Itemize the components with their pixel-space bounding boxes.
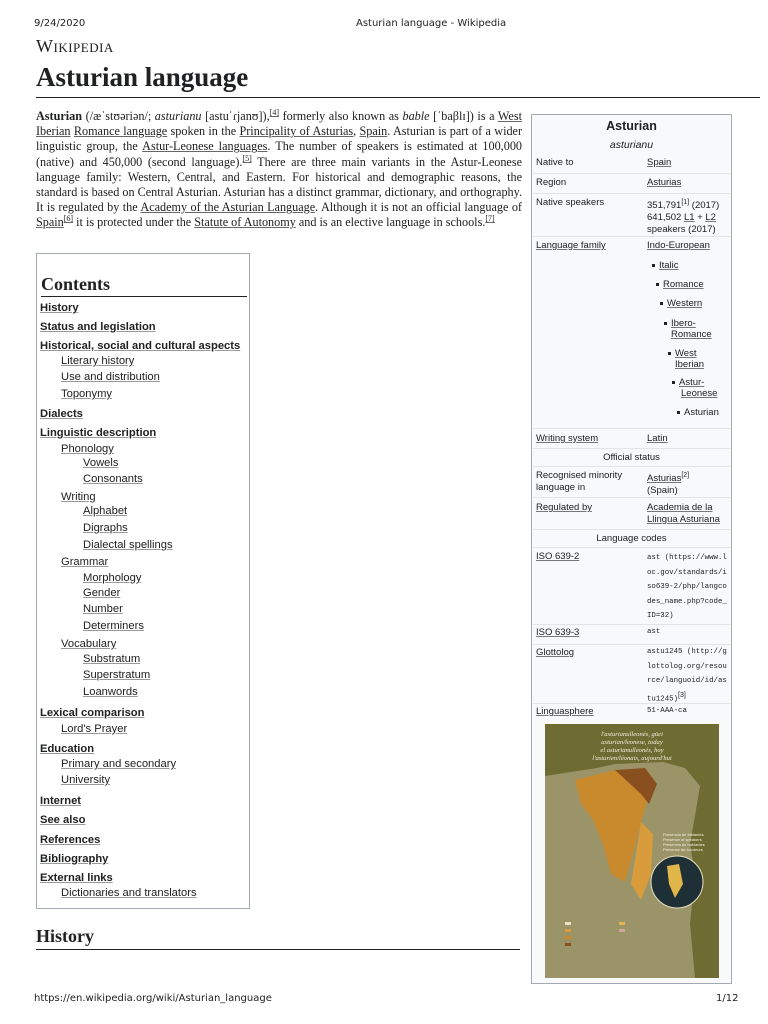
lead-text: spoken in the bbox=[167, 124, 240, 139]
infobox-label bbox=[536, 647, 574, 659]
section-heading-history: History bbox=[36, 926, 94, 946]
toc-item-label: Lexical comparison bbox=[40, 707, 145, 719]
family-label: Asturian bbox=[684, 407, 719, 418]
toc-item-label: Consonants bbox=[83, 473, 143, 485]
toc-item-label: Use and distribution bbox=[61, 371, 160, 383]
map-legend-swatch bbox=[565, 943, 571, 946]
infobox-value-linguasphere: 51-AAA-ca bbox=[647, 707, 687, 715]
family-label: Ibero- bbox=[671, 318, 696, 329]
family-item-cont[interactable] bbox=[675, 359, 704, 370]
bullet bbox=[656, 283, 659, 286]
bullet bbox=[668, 352, 671, 355]
link-iso-639-2[interactable]: ISO 639-2 bbox=[536, 551, 580, 562]
toc-item[interactable] bbox=[61, 774, 110, 787]
map-caption-line: l'asturianulleonés, güei bbox=[601, 731, 663, 738]
toc-item[interactable] bbox=[61, 723, 127, 736]
code-line: astu1245 (http://g bbox=[647, 648, 727, 656]
family-label: Indo-European bbox=[647, 240, 710, 251]
lead-text: . The number of speakers is estimated at 100,000 (native) and 450,000 (second language). bbox=[36, 139, 523, 169]
print-url: https://en.wikipedia.org/wiki/Asturian_language bbox=[34, 993, 272, 1004]
toc-item[interactable] bbox=[83, 457, 118, 470]
section-divider bbox=[36, 949, 520, 950]
infobox-row-divider bbox=[533, 428, 730, 429]
infobox-value-writing[interactable] bbox=[647, 433, 668, 445]
toc-item-label: External links bbox=[40, 872, 113, 884]
bullet bbox=[672, 381, 675, 384]
toc-item[interactable] bbox=[83, 653, 140, 666]
toc-item[interactable] bbox=[83, 587, 120, 600]
toc-item[interactable] bbox=[61, 887, 197, 900]
infobox-row-divider bbox=[533, 466, 730, 467]
lead-text: . Although it is not an official language of bbox=[315, 200, 522, 215]
lead-text: formerly also known as bbox=[279, 109, 403, 123]
family-label: Romance bbox=[671, 329, 712, 340]
link-iso-639-3[interactable]: ISO 639-3 bbox=[536, 627, 580, 638]
speakers-count-2: 641,502 bbox=[647, 212, 684, 224]
toc-item[interactable] bbox=[83, 686, 138, 699]
ref-link-3[interactable]: [3] bbox=[678, 691, 686, 699]
map-caption-line: el asturianulleonés, hoy bbox=[600, 747, 664, 754]
label-line: Recognised minority bbox=[536, 470, 623, 481]
lead-bold-term: Asturian bbox=[36, 109, 83, 123]
ref-link-6[interactable]: [6] bbox=[63, 214, 74, 224]
toc-item-label: Historical, social and cultural aspects bbox=[40, 340, 241, 352]
toc-item-label: University bbox=[61, 774, 111, 786]
infobox-label bbox=[536, 706, 594, 718]
code-line: ID=32) bbox=[647, 612, 674, 621]
family-item[interactable] bbox=[668, 348, 696, 359]
infobox-label bbox=[536, 627, 579, 639]
toc-item[interactable] bbox=[40, 302, 79, 315]
print-doc-title: Asturian language - Wikipedia bbox=[356, 18, 507, 29]
toc-item[interactable] bbox=[40, 872, 113, 885]
speakers-plus: + bbox=[694, 212, 706, 224]
link-west-iberian[interactable]: West Iberian bbox=[36, 109, 522, 139]
infobox-title: Asturian bbox=[606, 119, 657, 133]
toc-item[interactable] bbox=[40, 321, 156, 334]
toc-item[interactable] bbox=[83, 572, 141, 585]
infobox-link: Spain bbox=[647, 157, 672, 168]
code-line: ast (https://www.l bbox=[647, 554, 727, 562]
toc-item-label: Gender bbox=[83, 587, 121, 599]
toc-item-label: Literary history bbox=[61, 355, 135, 367]
link-academy[interactable]: Academy of the Asturian Language bbox=[140, 200, 316, 215]
toc-item-label: Vowels bbox=[83, 457, 119, 469]
code-line: tu1245) bbox=[647, 695, 679, 704]
toc-item-label: Digraphs bbox=[83, 522, 128, 534]
toc-item-label: Dialects bbox=[40, 408, 83, 420]
toc-item[interactable] bbox=[83, 669, 150, 682]
toc-item-label: Grammar bbox=[61, 556, 109, 568]
map-legend-swatch bbox=[565, 929, 571, 932]
toc-item-label: References bbox=[40, 834, 101, 846]
ref-link-4[interactable]: [4] bbox=[269, 107, 279, 117]
link-statute-of-autonomy[interactable]: Statute of Autonomy bbox=[194, 215, 296, 230]
speakers-note: speakers (2017) bbox=[647, 224, 716, 236]
toc-item-label: History bbox=[40, 302, 79, 314]
infobox-value-regulated[interactable] bbox=[647, 502, 720, 526]
toc-item[interactable] bbox=[40, 853, 108, 866]
family-label: West bbox=[675, 348, 697, 359]
toc-item-label: Alphabet bbox=[83, 505, 128, 517]
infobox-row-divider bbox=[533, 236, 730, 237]
lead-text: [ˈbaβlɪ]) is a bbox=[429, 109, 498, 123]
infobox-value-speakers bbox=[647, 197, 731, 236]
link-language-family[interactable]: Language family bbox=[536, 240, 606, 251]
ref-link-2[interactable]: [2] bbox=[681, 472, 690, 479]
infobox-native-name: asturianu bbox=[609, 139, 654, 151]
table-of-contents bbox=[36, 253, 250, 909]
family-item[interactable] bbox=[652, 260, 679, 271]
lead-text: [astuˈɾjanʊ]), bbox=[201, 109, 270, 123]
bullet bbox=[660, 302, 663, 305]
family-item-cont[interactable] bbox=[671, 329, 712, 340]
toc-item-label: See also bbox=[40, 814, 86, 826]
code-line: rce/languoid/id/as bbox=[647, 677, 727, 686]
toc-item[interactable] bbox=[83, 505, 127, 518]
bullet bbox=[652, 264, 655, 267]
map-legend-text: Presencia de hablantes bbox=[663, 842, 705, 847]
infobox-band-official-status: Official status bbox=[603, 452, 660, 463]
ref-link-1[interactable]: [1] bbox=[681, 199, 690, 206]
language-distribution-map[interactable] bbox=[545, 724, 719, 978]
toc-item[interactable] bbox=[40, 707, 144, 720]
infobox-label: Native to bbox=[536, 157, 574, 168]
map-legend-swatch bbox=[619, 922, 625, 925]
infobox-label: Native speakers bbox=[536, 197, 605, 208]
toc-item[interactable] bbox=[61, 556, 108, 569]
toc-item-label: Dialectal spellings bbox=[83, 539, 173, 551]
lead-text: (/æˈstʊəriən/; bbox=[82, 109, 155, 123]
lead-text: . Asturian is part of a wider linguistic group, the bbox=[36, 124, 523, 154]
infobox bbox=[531, 114, 732, 984]
link-linguasphere[interactable]: Linguasphere bbox=[536, 706, 594, 717]
infobox-link: Asturias bbox=[647, 177, 682, 188]
wikipedia-wordmark[interactable] bbox=[36, 36, 114, 57]
infobox-band-language-codes: Language codes bbox=[596, 533, 667, 544]
infobox-label: Region bbox=[536, 177, 567, 188]
link-l1[interactable]: L1 bbox=[683, 212, 695, 224]
family-item-cont[interactable] bbox=[681, 388, 717, 399]
toc-item-label: Bibliography bbox=[40, 853, 109, 865]
toc-item-label: Writing bbox=[61, 491, 96, 503]
lead-paragraph bbox=[36, 109, 522, 231]
speakers-count: 351,791 bbox=[647, 200, 682, 212]
toc-item-label: Morphology bbox=[83, 572, 142, 584]
toc-item[interactable] bbox=[40, 340, 240, 353]
link-l2[interactable]: L2 bbox=[705, 212, 716, 224]
family-label: Astur- bbox=[679, 377, 705, 388]
infobox-value-native-to[interactable] bbox=[647, 157, 671, 169]
toc-item[interactable] bbox=[61, 355, 134, 368]
infobox-row-divider bbox=[533, 193, 730, 194]
infobox-link: Asturias bbox=[647, 473, 682, 485]
lead-text: and is an elective language in schools. bbox=[295, 215, 486, 230]
map-legend-text: Presencia de fablantes bbox=[663, 832, 704, 837]
toc-item-label: Internet bbox=[40, 795, 82, 807]
lead-text: There are three main variants in the Astur-Leonese language family: Western, Central, and Eastern. For historical and demographic reasons, the standard is based on Central Asturian. Asturian has a distinct grammar, dictionary, and orthography. It is regulated by the bbox=[36, 154, 522, 215]
lead-native-term: asturianu bbox=[154, 109, 202, 123]
bullet bbox=[664, 322, 667, 325]
infobox-row-divider bbox=[533, 448, 730, 449]
infobox-row-divider bbox=[533, 703, 730, 704]
infobox-label bbox=[536, 551, 579, 563]
toc-item[interactable] bbox=[83, 522, 128, 535]
infobox-row-divider bbox=[533, 624, 730, 625]
infobox-row-divider bbox=[533, 173, 730, 174]
toc-item[interactable] bbox=[83, 603, 123, 616]
map-graphic bbox=[545, 724, 719, 978]
family-label: Western bbox=[667, 298, 703, 309]
toc-item[interactable] bbox=[83, 473, 143, 486]
print-date: 9/24/2020 bbox=[34, 18, 86, 29]
toc-item[interactable] bbox=[61, 371, 160, 384]
toc-item[interactable] bbox=[61, 638, 116, 651]
infobox-label bbox=[536, 470, 622, 494]
infobox-label bbox=[536, 240, 606, 252]
lead-text: , bbox=[353, 124, 360, 139]
value-line: Academia de la bbox=[647, 502, 713, 513]
map-legend-swatch bbox=[565, 922, 571, 925]
family-label: Romance bbox=[663, 279, 704, 290]
infobox-value-minority[interactable] bbox=[647, 470, 689, 497]
code-line: lottolog.org/resou bbox=[647, 662, 727, 671]
map-legend-swatch bbox=[565, 936, 571, 939]
toc-item[interactable] bbox=[40, 427, 156, 440]
toc-item-label: Determiners bbox=[83, 620, 144, 632]
link-glottolog[interactable]: Glottolog bbox=[536, 647, 575, 658]
infobox-label bbox=[536, 502, 592, 514]
lead-text: it is protected under the bbox=[73, 215, 195, 230]
link-spain[interactable]: Spain bbox=[359, 124, 388, 139]
toc-item-label: Number bbox=[83, 603, 123, 615]
toc-item-label: Lord's Prayer bbox=[61, 723, 128, 735]
print-page-number: 1/12 bbox=[716, 993, 739, 1004]
family-label: Leonese bbox=[681, 388, 718, 399]
map-legend-text: Présence de locuteurs bbox=[663, 847, 703, 852]
map-legend-swatch bbox=[619, 929, 625, 932]
toc-item-label: Superstratum bbox=[83, 669, 151, 681]
code-line: so639-2/php/langco bbox=[647, 583, 727, 592]
ref-link-7[interactable]: [7] bbox=[485, 214, 495, 224]
map-legend-text: Presence of speakers bbox=[663, 837, 702, 842]
toc-item[interactable] bbox=[40, 795, 81, 808]
value-line: (Spain) bbox=[647, 485, 678, 497]
toc-item[interactable] bbox=[40, 743, 94, 756]
infobox-value-glottolog[interactable] bbox=[647, 645, 727, 707]
toc-item-label: Vocabulary bbox=[61, 638, 117, 650]
toc-title: Contents bbox=[41, 274, 111, 294]
title-divider bbox=[36, 97, 760, 98]
toc-item[interactable] bbox=[61, 388, 112, 401]
link-regulated-by[interactable]: Regulated by bbox=[536, 502, 592, 513]
infobox-value-iso6393[interactable]: ast bbox=[647, 628, 661, 636]
toc-item-label: Toponymy bbox=[61, 388, 112, 400]
toc-item[interactable] bbox=[61, 758, 176, 771]
family-item[interactable] bbox=[647, 240, 710, 251]
family-item[interactable] bbox=[672, 377, 704, 388]
toc-item-label: Primary and secondary bbox=[61, 758, 177, 770]
toc-item-label: Linguistic description bbox=[40, 427, 157, 439]
infobox-value-iso6392[interactable] bbox=[647, 551, 727, 624]
family-item[interactable] bbox=[656, 279, 704, 290]
infobox-row-divider bbox=[533, 547, 730, 548]
toc-item-label: Dictionaries and translators bbox=[61, 887, 197, 899]
infobox-row-divider bbox=[533, 497, 730, 498]
toc-item-label: Status and legislation bbox=[40, 321, 156, 333]
toc-item-label: Education bbox=[40, 743, 95, 755]
speakers-year: (2017) bbox=[689, 200, 720, 212]
family-item[interactable] bbox=[664, 318, 696, 329]
map-caption-line: asturian/leonese, today bbox=[601, 739, 663, 746]
toc-item[interactable] bbox=[83, 620, 144, 633]
infobox-row-divider bbox=[533, 529, 730, 530]
toc-item-label: Substratum bbox=[83, 653, 141, 665]
family-label: Italic bbox=[659, 260, 679, 271]
family-item[interactable] bbox=[660, 298, 702, 309]
lead-alt-term: bable bbox=[402, 109, 430, 123]
toc-item[interactable] bbox=[40, 408, 83, 421]
family-item bbox=[677, 407, 719, 418]
infobox-value-region[interactable] bbox=[647, 177, 681, 189]
value-line: Llingua Asturiana bbox=[647, 514, 720, 525]
bullet bbox=[677, 411, 680, 414]
infobox-label bbox=[536, 433, 598, 445]
link-astur-leonese[interactable]: Astur-Leonese languages bbox=[142, 139, 268, 154]
infobox-link: Latin bbox=[647, 433, 668, 444]
link-writing-system[interactable]: Writing system bbox=[536, 433, 599, 444]
link-romance-language[interactable]: Romance language bbox=[73, 124, 168, 139]
toc-item[interactable] bbox=[40, 834, 100, 847]
toc-item-label: Phonology bbox=[61, 443, 114, 455]
toc-divider bbox=[41, 296, 247, 297]
code-line: des_name.php?code_ bbox=[647, 597, 727, 606]
toc-item[interactable] bbox=[40, 814, 85, 827]
link-spain-2[interactable]: Spain bbox=[36, 215, 64, 230]
label-line: language in bbox=[536, 482, 586, 493]
toc-item[interactable] bbox=[83, 539, 173, 552]
code-line: oc.gov/standards/i bbox=[647, 568, 727, 577]
family-label: Iberian bbox=[675, 359, 705, 370]
toc-item-label: Loanwords bbox=[83, 686, 138, 698]
page-title: Asturian language bbox=[36, 62, 249, 92]
wordmark-text: Wikipedia bbox=[36, 36, 114, 56]
ref-link-5[interactable]: [5] bbox=[242, 153, 252, 163]
toc-item[interactable] bbox=[61, 443, 114, 456]
map-caption-line: l'asturien/léonais, aujourd'hui bbox=[592, 755, 672, 762]
link-principality-of-asturias[interactable]: Principality of Asturias bbox=[239, 124, 354, 139]
toc-item[interactable] bbox=[61, 491, 96, 504]
